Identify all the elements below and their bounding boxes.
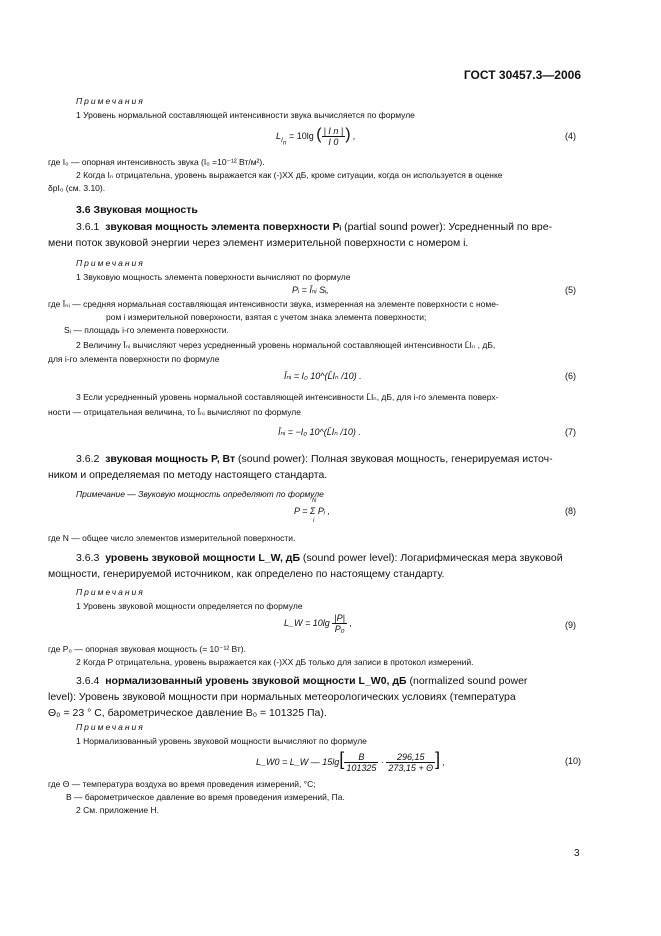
eq10-tail: , xyxy=(440,757,446,767)
note-3-6-1-3-line-2: ности — отрицательная величина, то Īₙᵢ вычисляют по формуле xyxy=(48,407,301,417)
where-reference-intensity: где I₀ — опорная интенсивность звука (I₀ =10⁻¹² Вт/м²). xyxy=(48,157,265,167)
eq10-numerator-2: 296,15 xyxy=(386,752,435,763)
where-mean-intensity-line-2: ром i измерительной поверхности, взятая с учетом знака элемента поверхности; xyxy=(106,312,427,322)
equation-4: $L_{I_n} = 10\lg$ ( $\frac{\text{| I n |}}{I 0}$ ) , xyxy=(276,126,356,148)
eq8-sum-bottom: i xyxy=(313,518,315,524)
eq9-tail: , xyxy=(346,617,352,628)
eq10-lhs: L_W0 = L_W — 15lg xyxy=(256,757,340,767)
document-header: ГОСТ 30457.3—2006 xyxy=(463,68,581,82)
eq8-body: P = Σ Pᵢ , xyxy=(294,506,330,516)
eq4-denominator: I 0 xyxy=(328,137,339,148)
def-3-6-1-line-1 xyxy=(76,219,552,235)
note-1: 1 Уровень нормальной составляющей интенсивности звука вычисляется по формуле xyxy=(76,110,415,120)
equation-9 xyxy=(284,613,352,634)
where-n-elements: где N — общее число элементов измерительной поверхности. xyxy=(48,533,296,543)
note-3-6-1-3-line-1: 3 Если усредненный уровень нормальной составляющей интенсивности L̄Iₙ, дБ, для i-го элемента поверх- xyxy=(76,392,499,402)
def-3-6-2-rest: (sound power): Полная звуковая мощность, генерируемая источ- xyxy=(235,453,553,465)
def-3-6-2-line-1 xyxy=(76,451,553,467)
def-3-6-3-term: уровень звуковой мощности L_W, дБ xyxy=(105,552,300,564)
note-3-6-1-2-line-1: 2 Величину Īₙᵢ вычисляют через усредненный уровень нормальной составляющей интенсивности L̄Iₙ , дБ, xyxy=(76,340,496,350)
notes-heading-3-6-3: Примечания xyxy=(76,587,145,597)
def-3-6-2-line-2: ником и определяемая по методу настоящего стандарта. xyxy=(48,469,328,481)
eq10-dot: · xyxy=(378,757,387,767)
eq9-denominator: P₀ xyxy=(334,624,345,634)
equation-number-5: (5) xyxy=(565,285,576,295)
note-2-line-1: 2 Когда Iₙ отрицательна, уровень выражается как (-)XX дБ, кроме ситуации, когда он используется в оценке xyxy=(76,170,503,180)
notes-heading-3-6-4: Примечания xyxy=(76,722,145,732)
note-2-line-2: δpI₀ (см. 3.10). xyxy=(48,183,106,193)
eq4-lhs: L xyxy=(276,131,282,141)
eq9-numerator: |P| xyxy=(334,613,345,623)
def-3-6-3-line-1 xyxy=(76,550,563,566)
note-3-6-1-2-line-2: для i-го элемента поверхности по формуле xyxy=(48,354,220,364)
note-3-6-3-1: 1 Уровень звуковой мощности определяется по формуле xyxy=(76,601,303,611)
eq9-lhs: L_W = 10lg xyxy=(284,617,333,628)
def-3-6-3-line-2: мощности, генерируемой источником, как определено по настоящему стандарту. xyxy=(48,568,445,580)
def-3-6-2-term: звуковая мощность P, Вт xyxy=(105,453,236,465)
eq4-numerator: | I n | xyxy=(323,126,344,137)
def-3-6-4-line-2: level): Уровень звуковой мощности при нормальных метеорологических условиях (температура xyxy=(48,691,516,703)
eq10-numerator-1: B xyxy=(344,752,378,763)
def-3-6-1-number: 3.6.1 xyxy=(76,221,100,233)
equation-number-8: (8) xyxy=(565,506,576,516)
eq10-denominator-1: 101325 xyxy=(346,763,377,774)
eq10-denominator-2: 273,15 + Θ xyxy=(388,763,434,774)
equation-6: Īₙᵢ = I₀ 10^(L̄Iₙ /10) . xyxy=(284,371,362,381)
notes-heading: Примечания xyxy=(76,96,145,106)
section-3-6-heading: 3.6 Звуковая мощность xyxy=(76,204,198,216)
def-3-6-4-line-3: Θ₀ = 23 ° С, барометрическое давление B₀ = 101325 Па). xyxy=(48,707,327,719)
def-3-6-1-term: звуковая мощность элемента поверхности Pᵢ xyxy=(105,221,342,233)
equation-5: Pᵢ = Īₙᵢ Sᵢ, xyxy=(292,285,329,295)
def-3-6-4-number: 3.6.4 xyxy=(76,675,100,687)
note-3-6-4-1: 1 Нормализованный уровень звуковой мощности вычисляют по формуле xyxy=(76,736,367,746)
def-3-6-1-rest: (partial sound power): Усредненный по вре- xyxy=(341,221,553,233)
equation-number-9: (9) xyxy=(565,620,576,630)
note-3-6-3-2: 2 Когда P отрицательна, уровень выражается как (-)XX дБ только для записи в протокол измерений. xyxy=(76,657,474,667)
equation-number-7: (7) xyxy=(565,427,576,437)
def-3-6-4-rest: (normalized sound power xyxy=(406,675,528,687)
equation-7: Īₙᵢ = −I₀ 10^(L̄Iₙ /10) . xyxy=(278,427,361,437)
equation-number-6: (6) xyxy=(565,371,576,381)
note-3-6-1-1: 1 Звуковую мощность элемента поверхности вычисляют по формуле xyxy=(76,272,351,282)
def-3-6-2-number: 3.6.2 xyxy=(76,453,100,465)
where-reference-power: где P₀ — опорная звуковая мощность (= 10⁻¹² Вт). xyxy=(48,644,246,654)
def-3-6-1-line-2: мени поток звуковой энергии через элемент измерительной поверхности с номером i. xyxy=(48,237,469,249)
where-temperature: где Θ — температура воздуха во время проведения измерений, °С; xyxy=(48,779,316,789)
where-pressure: B — барометрическое давление во время проведения измерений, Па. xyxy=(66,792,345,802)
page-number: 3 xyxy=(574,848,580,859)
def-3-6-3-number: 3.6.3 xyxy=(76,552,100,564)
where-area: Sᵢ — площадь i-го элемента поверхности. xyxy=(64,325,229,335)
where-mean-intensity-line-1: где Īₙᵢ — средняя нормальная составляющая интенсивности звука, измеренная на элементе поверхности с номе- xyxy=(48,299,499,309)
eq4-mid: = 10lg xyxy=(286,131,317,141)
note-3-6-2: Примечание — Звуковую мощность определяют по формуле xyxy=(76,489,324,499)
def-3-6-4-term: нормализованный уровень звуковой мощности L_W0, дБ xyxy=(105,675,407,687)
eq8-sum-top: N xyxy=(312,498,317,504)
notes-heading-3-6-1: Примечания xyxy=(76,258,145,268)
equation-10: L_W0 = L_W — 15lg[ $\frac{B}{101325}$ · $\frac{296,15}{273,15 + \Theta}$ ] , xyxy=(256,749,446,774)
equation-8 xyxy=(294,498,330,526)
eq4-tail: , xyxy=(350,131,356,141)
note-3-6-4-2: 2 См. приложение Н. xyxy=(76,805,160,815)
equation-number-4: (4) xyxy=(565,131,576,141)
def-3-6-3-rest: (sound power level): Логарифмическая мера звуковой xyxy=(300,552,563,564)
def-3-6-4-line-1 xyxy=(76,673,527,689)
equation-number-10: (10) xyxy=(565,756,582,766)
